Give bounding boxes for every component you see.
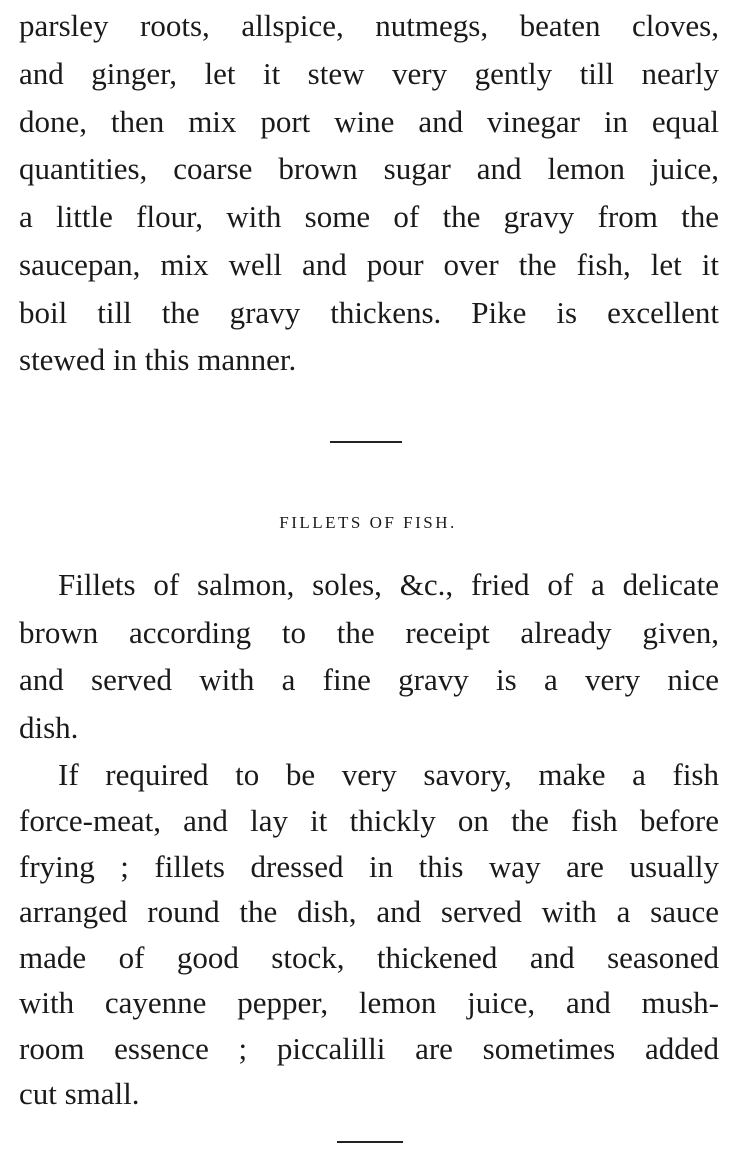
text-line: Fillets of salmon, soles, &c., fried of a delicate [58,567,719,602]
text-line: parsley roots, allspice, nutmegs, beaten cloves, [19,8,719,43]
text-line: made of good stock, thickened and seasoned [19,940,719,975]
text-line: frying ; fillets dressed in this way are usually [19,849,719,884]
text-line: boil till the gravy thickens. Pike is excellent [19,295,719,330]
text-line: force-meat, and lay it thickly on the fish before [19,803,719,838]
text-line: room essence ; piccalilli are sometimes added [19,1031,719,1066]
section-divider [330,441,402,443]
text-line: cut small. [19,1076,140,1111]
text-line: saucepan, mix well and pour over the fish, let it [19,247,719,282]
text-line: arranged round the dish, and served with a sauce [19,894,719,929]
section-heading: FILLETS OF FISH. [279,513,457,532]
text-line: done, then mix port wine and vinegar in equal [19,104,719,139]
text-line: a little flour, with some of the gravy from the [19,199,719,234]
section-divider [337,1141,403,1143]
text-line: and served with a fine gravy is a very nice [19,662,719,697]
text-line: brown according to the receipt already given, [19,615,719,650]
text-line: with cayenne pepper, lemon juice, and mush- [19,985,719,1020]
text-line: quantities, coarse brown sugar and lemon juice, [19,151,719,186]
text-line: If required to be very savory, make a fish [58,757,719,792]
text-line: dish. [19,710,79,745]
text-line: stewed in this manner. [19,342,297,377]
text-line: and ginger, let it stew very gently till nearly [19,56,719,91]
